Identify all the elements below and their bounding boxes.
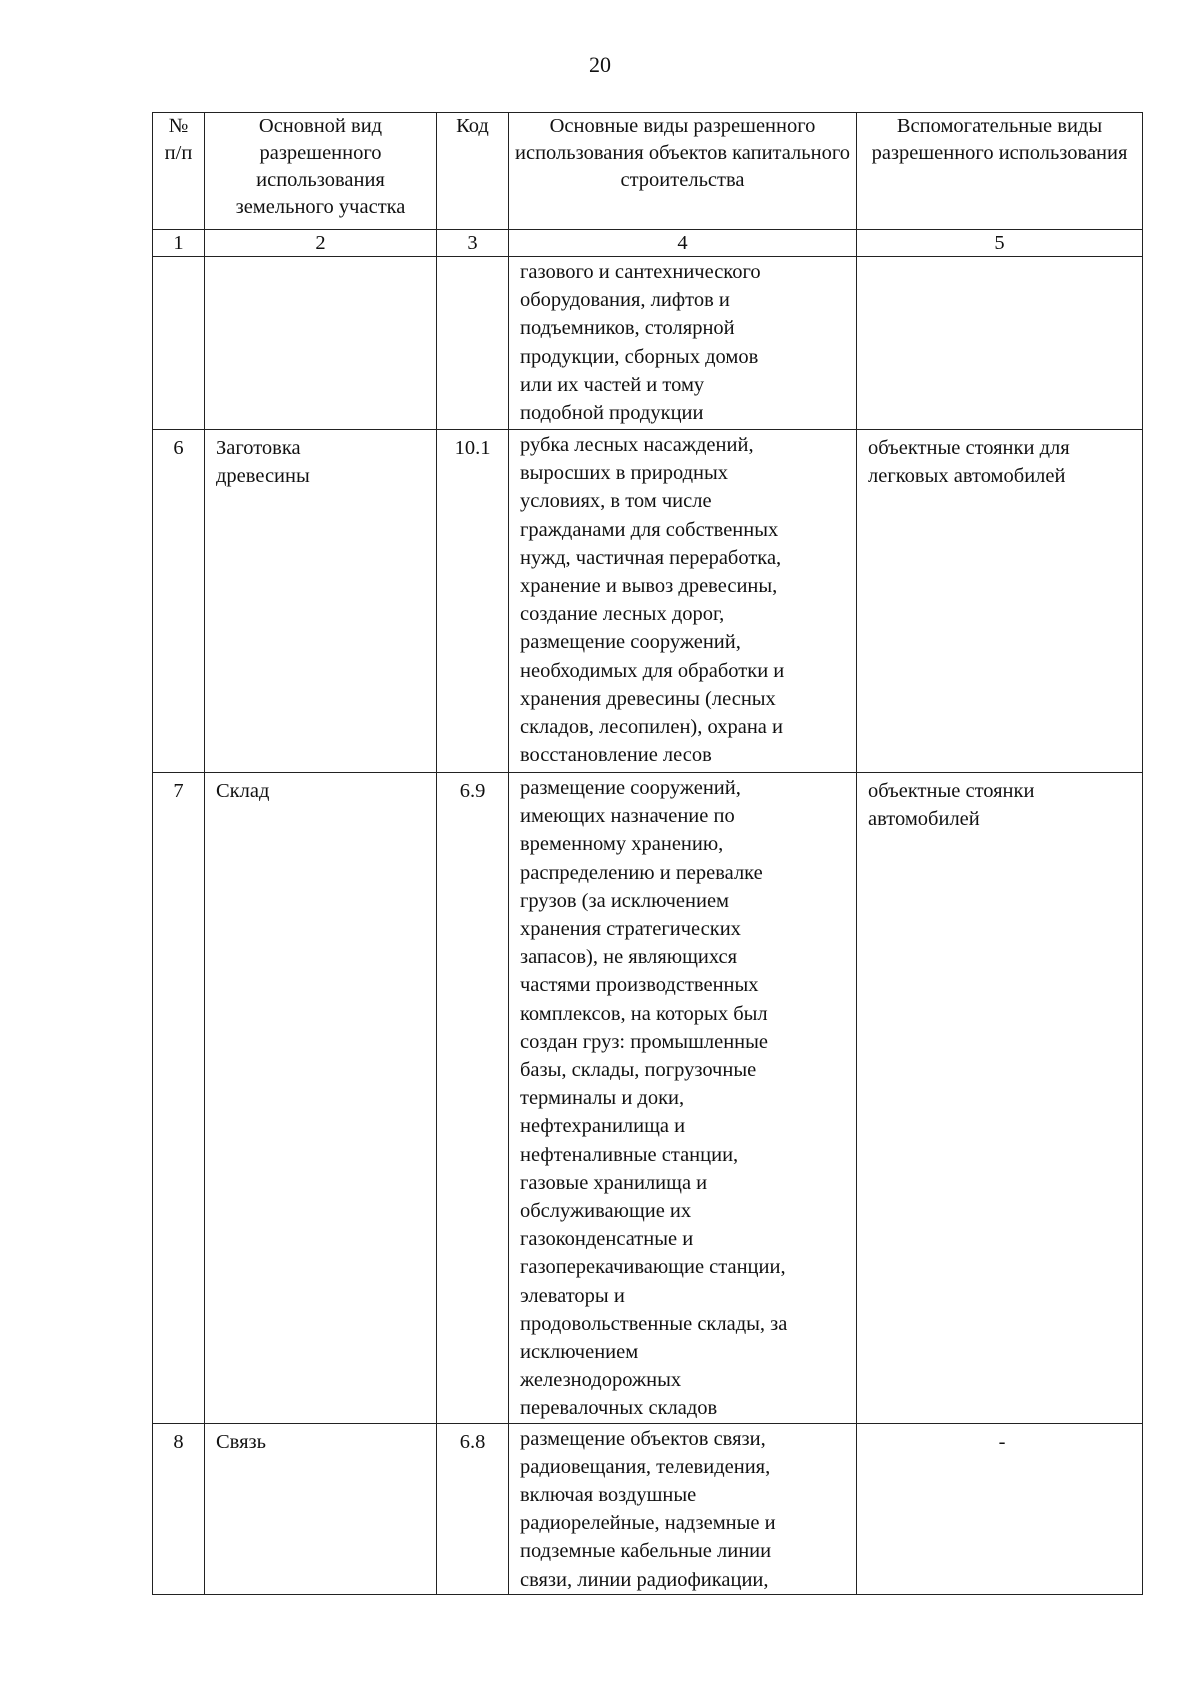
row-code: 6.9 xyxy=(437,773,509,1424)
row-number xyxy=(153,257,205,430)
row-number: 8 xyxy=(153,1423,205,1594)
row-code: 6.8 xyxy=(437,1423,509,1594)
table-row xyxy=(153,1423,1143,1594)
column-number: 4 xyxy=(509,230,857,257)
row-main-uses: газового и сантехнического оборудования, лифтов и подъемников, столярной продукции, сборных домов или их частей и тому подобной продукции xyxy=(509,257,857,430)
table-row xyxy=(153,773,1143,1424)
row-code xyxy=(437,257,509,430)
table-row xyxy=(153,257,1143,430)
table-header-row xyxy=(153,113,1143,230)
row-land-use-name: Связь xyxy=(205,1423,437,1594)
row-land-use-name: Склад xyxy=(205,773,437,1424)
table-row xyxy=(153,430,1143,773)
row-land-use-name: Заготовка древесины xyxy=(205,430,437,773)
header-number: № п/п xyxy=(153,113,205,230)
land-use-table xyxy=(152,112,1143,1595)
row-number: 7 xyxy=(153,773,205,1424)
column-number: 3 xyxy=(437,230,509,257)
header-auxiliary-use: Вспомогательные виды разрешенного использования xyxy=(857,113,1143,230)
row-auxiliary-uses: объектные стоянки для легковых автомобилей xyxy=(857,430,1143,773)
row-auxiliary-uses: - xyxy=(857,1423,1143,1594)
row-number: 6 xyxy=(153,430,205,773)
header-main-land-use: Основной вид разрешенного использования земельного участка xyxy=(205,113,437,230)
row-auxiliary-uses: объектные стоянки автомобилей xyxy=(857,773,1143,1424)
row-main-uses: размещение объектов связи, радиовещания, телевидения, включая воздушные радиорелейные, надземные и подземные кабельные линии связи, линии радиофикации, xyxy=(509,1423,857,1594)
column-number: 5 xyxy=(857,230,1143,257)
row-land-use-name xyxy=(205,257,437,430)
row-auxiliary-uses xyxy=(857,257,1143,430)
column-number: 1 xyxy=(153,230,205,257)
column-number: 2 xyxy=(205,230,437,257)
row-main-uses: рубка лесных насаждений, выросших в природных условиях, в том числе гражданами для собственных нужд, частичная переработка, хранение и вывоз древесины, создание лесных дорог, размещение сооружений, необходимых для обработки и хранения древесины (лесных складов, лесопилен), охрана и восстановление лесов xyxy=(509,430,857,773)
row-code: 10.1 xyxy=(437,430,509,773)
header-code: Код xyxy=(437,113,509,230)
header-main-construction-use: Основные виды разрешенного использования объектов капитального строительства xyxy=(509,113,857,230)
page-number: 20 xyxy=(589,52,611,77)
row-main-uses: размещение сооружений, имеющих назначение по временному хранению, распределению и перевалке грузов (за исключением хранения стратегических запасов), не являющихся частями производственных комплексов, на которых был создан груз: промышленные базы, склады, погрузочные терминалы и доки, нефтехранилища и нефтеналивные станции, газовые хранилища и обслуживающие их газоконденсатные и газоперекачивающие станции, элеваторы и продовольственные склады, за исключением железнодорожных перевалочных складов xyxy=(509,773,857,1424)
column-numbers-row xyxy=(153,230,1143,257)
